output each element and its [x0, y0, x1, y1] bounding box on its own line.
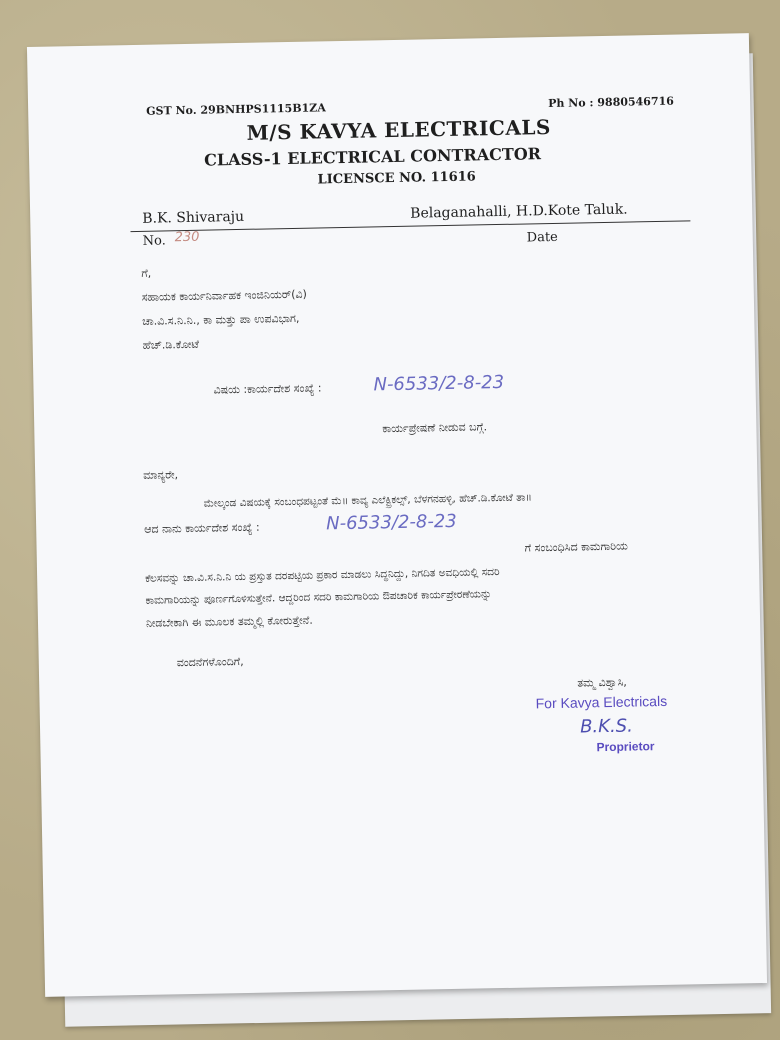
- letter-page: [27, 33, 767, 997]
- body-line-5: ಕಾಮಗಾರಿಯನ್ನು ಪೂರ್ಣಗೊಳಿಸುತ್ತೇನೆ. ಆದ್ದರಿಂದ ಸದರಿ ಕಾಮಗಾರಿಯ ಔಪಚಾರಿಕ ಕಾರ್ಯಪ್ರೇರಣೆಯನ್ನು: [145, 588, 492, 607]
- body-work-order: N-6533/2-8-23: [325, 510, 457, 535]
- date-label: Date: [526, 229, 558, 246]
- firm-stamp: For Kavya Electricals: [535, 692, 668, 712]
- reference-no-value: 230: [174, 229, 200, 246]
- reference-no-label: No.: [142, 233, 166, 249]
- body-line-4: ಕೆಲಸವನ್ನು ಚಾ.ವಿ.ಸ.ನಿ.ನಿ ಯ ಪ್ರಸ್ತುತ ದರಪಟ್ಟಿಯ ಪ್ರಕಾರ ಮಾಡಲು ಸಿದ್ಧನಿದ್ದು, ನಿಗದಿತ ಅವಧಿಯಲ್ಲಿ ಸದರಿ: [145, 566, 500, 585]
- firm-address: Belaganahalli, H.D.Kote Taluk.: [410, 201, 628, 222]
- addressee-to: ಗೆ,: [141, 266, 152, 280]
- subject-label: ವಿಷಯ :ಕಾರ್ಯದೇಶ ಸಂಖ್ಯೆ :: [213, 381, 322, 397]
- subject-work-order: N-6533/2-8-23: [373, 371, 505, 396]
- phone-number: Ph No : 9880546716: [548, 94, 674, 111]
- signature: B.K.S.: [579, 715, 634, 738]
- proprietor-stamp: Proprietor: [596, 739, 655, 755]
- company-name: M/S KAVYA ELECTRICALS: [246, 114, 552, 145]
- body-line-3: ಗೆ ಸಂಬಂಧಿಸಿದ ಕಾಮಗಾರಿಯ: [524, 539, 628, 555]
- salutation: ಮಾನ್ಯರೇ,: [143, 468, 179, 482]
- body-line-2-label: ಆದ ನಾನು ಕಾರ್ಯದೇಶ ಸಂಖ್ಯೆ :: [144, 520, 260, 536]
- gst-number: GST No. 29BNHPS1115B1ZA: [146, 101, 326, 118]
- addressee-place: ಹೆಚ್.ಡಿ.ಕೋಟೆ: [142, 337, 200, 352]
- body-line-1: ಮೇಲ್ಕಂಡ ವಿಷಯಕ್ಕೆ ಸಂಬಂಧಪಟ್ಟಂತೆ ಮೆ॥ ಕಾವ್ಯ ಎಲೆಕ್ಟ್ರಿಕಲ್ಸ್, ಬೆಳಗನಹಳ್ಳಿ, ಹೆಚ್.ಡಿ.ಕೋಟೆ ತಾ॥: [203, 491, 533, 510]
- closing: ವಂದನೆಗಳೊಂದಿಗೆ,: [176, 654, 244, 670]
- yours-faithfully: ತಮ್ಮ ವಿಶ್ವಾಸಿ,: [577, 675, 627, 690]
- contractor-class: CLASS-1 ELECTRICAL CONTRACTOR: [203, 144, 542, 170]
- license-number: LICENSCE NO. 11616: [317, 169, 476, 188]
- proprietor-name: B.K. Shivaraju: [142, 208, 245, 227]
- body-line-6: ನೀಡಬೇಕಾಗಿ ಈ ಮೂಲಕ ತಮ್ಮಲ್ಲಿ ಕೋರುತ್ತೇನೆ.: [145, 613, 313, 630]
- addressee-designation: ಸಹಾಯಕ ಕಾರ್ಯನಿರ್ವಾಹಕ ಇಂಜಿನಿಯರ್(ವಿ): [141, 287, 307, 304]
- subject-line-2: ಕಾರ್ಯಪ್ರೇಷಣೆ ನೀಡುವ ಬಗ್ಗೆ.: [382, 420, 488, 436]
- addressee-office: ಚಾ.ವಿ.ಸ.ನಿ.ನಿ., ಕಾ ಮತ್ತು ಪಾ ಉಪವಿಭಾಗ,: [142, 311, 300, 328]
